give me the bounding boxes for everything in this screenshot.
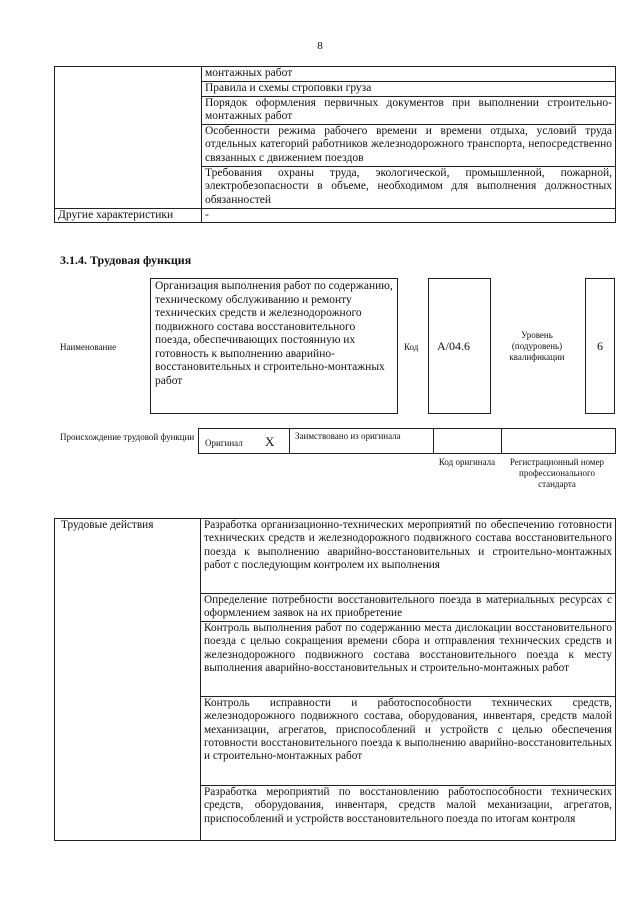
labor-actions-label: Трудовые действия — [55, 519, 201, 841]
labor-action-item: Определение потребности восстановительного поезда в материальных ресурсах с оформлением заявок на их приобретение — [201, 594, 616, 622]
original-label: Оригинал — [205, 438, 243, 448]
knowledge-row: монтажных работ — [202, 67, 616, 82]
reg-number-caption: Регистрационный номер профессионального стандарта — [509, 457, 605, 489]
page-number: 8 — [317, 40, 323, 52]
name-label: Наименование — [60, 342, 117, 352]
labor-action-item: Контроль исправности и работоспособности технических средств, железнодорожного подвижного состава, оборудования, инвентаря, средств малой механизации, агрегатов, приспособлений и устройств с целью обеспечения готовности восстановительного поезда к выполнению аварийно-восстановительных и строительно-монтажных работ — [201, 697, 616, 786]
code-box — [428, 278, 491, 414]
origin-row — [198, 428, 616, 454]
code-original-caption: Код оригинала — [438, 457, 496, 467]
knowledge-row: Требования охраны труда, экологической, промышленной, пожарной, электробезопасности в объеме, необходимом для выполнения должностных обязанностей — [202, 166, 616, 208]
knowledge-table — [54, 66, 616, 223]
knowledge-row: Правила и схемы строповки груза — [202, 81, 616, 96]
labor-action-item: Разработка организационно-технических мероприятий по обеспечению готовности технических средств и железнодорожного подвижного состава восстановительного поезда к выполнению аварийно-восстановительных и строительно-монтажных работ с последующим контролем их выполнения — [201, 519, 616, 594]
origin-label: Происхождение трудовой функции — [60, 432, 195, 442]
other-characteristics-label: Другие характеристики — [55, 208, 202, 223]
knowledge-label-cell — [55, 67, 202, 209]
function-name-box — [150, 278, 398, 414]
function-name: Организация выполнения работ по содержанию, техническому обслуживанию и ремонту технических средств и железнодорожного подвижного состава восстановительного поезда, обеспечивающих постоянную их готовность к выполнению аварийно-восстановительных и строительно-монтажных работ — [155, 280, 393, 387]
original-mark: X — [265, 434, 275, 449]
labor-actions-table — [54, 518, 616, 841]
knowledge-row: Порядок оформления первичных документов при выполнении строительно-монтажных работ — [202, 96, 616, 124]
level-label: Уровень (подуровень) квалификации — [509, 330, 565, 362]
other-characteristics-value: - — [202, 208, 616, 223]
section-heading: 3.1.4. Трудовая функция — [60, 253, 192, 267]
code-value: А/04.6 — [437, 339, 470, 353]
code-label: Код — [404, 342, 419, 352]
labor-action-item: Разработка мероприятий по восстановлению работоспособности технических средств, оборудования, инвентаря, средств малой механизации, агрегатов, приспособлений и устройств восстановительного поезда по итогам контроля — [201, 786, 616, 841]
knowledge-row: Особенности режима рабочего времени и времени отдыха, условий труда отдельных категорий работников железнодорожного транспорта, непосредственно связанных с движением поездов — [202, 124, 616, 166]
level-box — [585, 278, 615, 414]
level-value: 6 — [597, 339, 603, 353]
borrowed-label: Заимствовано из оригинала — [295, 431, 401, 441]
labor-action-item: Контроль выполнения работ по содержанию места дислокации восстановительного поезда с целью сокращения времени сбора и отправления технических средств и железнодорожного подвижного состава восстановительного поезда к месту выполнения аварийно-восстановительных и строительно-монтажных работ — [201, 622, 616, 697]
